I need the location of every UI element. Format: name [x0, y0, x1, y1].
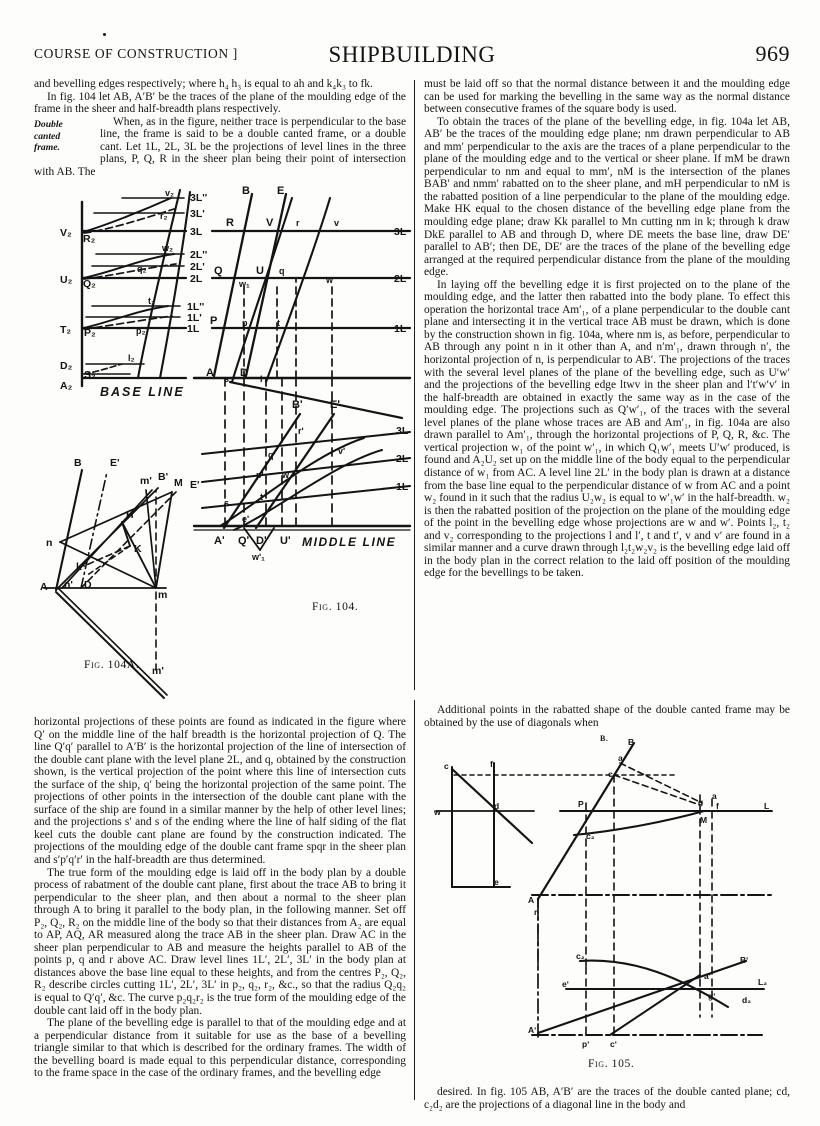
label-105-a2: a — [712, 791, 717, 801]
label-2L: 2L — [190, 273, 203, 285]
middle-line-caption: MIDDLE LINE — [302, 535, 397, 549]
label-p: p — [242, 318, 248, 328]
label-Bp: Bʹ — [292, 399, 303, 411]
label-R: R — [226, 217, 234, 229]
paragraph-text: When, as in the figure, neither trace is perpendicular to the base line, the frame is said to be a double canted frame, or a double cant. Let 1L, 2L, 3L be the projections of level lines in the three plans, P, Q, R in the sheer plan being their point of intersection with AB. The — [34, 115, 406, 178]
label-105-c2c: c₂ — [576, 951, 585, 961]
label-Ap: Aʹ — [214, 535, 225, 547]
paragraph: must be laid off so that the normal distance between it and the moulding edge can be used for marking the bevelling in the same way as the normal distance between consecutive frames of the square body is used. — [424, 78, 790, 116]
label-105-A: A — [528, 895, 535, 905]
label-104a-Ep1: Eʹ — [110, 457, 120, 469]
label-105-c2b: c₂ — [586, 831, 595, 841]
marginal-note-line-1: Double — [34, 119, 63, 130]
label-qp: qʹ — [268, 450, 276, 460]
text-column-right-top — [424, 78, 790, 580]
label-1L-2: 1Lʹʹ — [187, 301, 205, 313]
label-105-w: w — [434, 807, 441, 817]
paragraph-continuation — [34, 1086, 406, 1099]
signature-mark: B. — [600, 734, 609, 743]
base-line-caption: BASE LINE — [100, 385, 185, 399]
label-1L: 1L — [187, 323, 200, 335]
label-105-gp: gʹ — [708, 991, 716, 1001]
label-105-c2: c — [608, 769, 613, 779]
label-sheer-3L: 3L — [394, 226, 407, 238]
label-2L-1: 2Lʹ — [190, 261, 205, 273]
label-S2: S₂ — [84, 369, 96, 381]
label-A: A — [206, 367, 214, 379]
paragraph: desired. In fig. 105 AB, A′B′ are the traces of the double canted plane; cd, c₂d₂ are the projections of a diagonal line in the body and — [424, 1086, 790, 1111]
label-sp: s — [224, 498, 230, 508]
label-104a-n: n — [46, 537, 53, 549]
label-D: D — [240, 367, 248, 379]
label-105-f2: f — [716, 801, 719, 811]
label-105-c: c — [444, 761, 449, 771]
label-hb-2L: 2L — [396, 453, 409, 465]
label-q: q — [279, 266, 285, 276]
label-wp: w — [282, 470, 290, 480]
label-104a-Bp: Bʹ — [158, 471, 169, 483]
paragraph: and bevelling edges respectively; where h₄ h₃ is equal to ah and k₄k₃ to fk. — [34, 78, 373, 90]
paragraph: The plane of the bevelling edge is parallel to that of the moulding edge and at a perpendicular distance from it suitable for use as the base of a bevelling triangle similar to that which is described for the ordinary frames. The width of the bevelling board is made equal to this perpendicular distance, corresponding to the frame space in the case of the ordinary frames, and the bevelling edge — [34, 1017, 406, 1080]
label-104a-k: k — [76, 561, 82, 573]
paragraph: The true form of the moulding edge is laid off in the body plan by a double process of rabatment of the double cant plane, first about the trace AB to bring it perpendicular to the sheer plan, and then about a normal to the sheer plan through A to bring it parallel to the body plan, in the following manner. Set off P₂, Q₂, R₂ on the middle line of the body so that their distances from A₂ are equal to AP, AQ, AR measured along the trace AB in the sheer plan. Draw AC in the sheer plan perpendicular to AB and measure the heights parallel to AB of the points p, q and r above AC. Draw level lines 1L′, 2L′, 3L′ in the body plan at distances above the base line equal to these heights, and from the centres P₂, Q₂, R₂ describe circles cutting 1L′, 2L′, 3L′ in p₂, q₂, r₂, &c., so that the radius Q₂q₂ is equal to Q′q′, &c. The curve p₂q₂r₂ is the true form of the moulding edge of the double cant laid off in the body plan. — [34, 866, 406, 1017]
label-sheer-1L: 1L — [394, 323, 407, 335]
label-105-pp: pʹ — [582, 1039, 590, 1049]
label-q2: q₂ — [137, 264, 147, 274]
figure-105 — [428, 735, 790, 1080]
label-105-B: B — [628, 737, 635, 747]
marginal-note-line-2: canted — [34, 130, 61, 142]
label-104a-m: m — [158, 589, 168, 601]
label-l2: l₂ — [128, 353, 135, 363]
label-104a-mp: mʹ — [140, 475, 152, 487]
label-104a-K: K — [134, 543, 142, 555]
label-l: l — [260, 374, 263, 384]
label-Q2: Q₂ — [83, 278, 96, 290]
label-v2: v₂ — [165, 188, 175, 198]
text-column-left-footer — [34, 1086, 406, 1099]
label-w1: w₁ — [239, 279, 250, 289]
label-V: V — [266, 217, 274, 229]
text-column-right-footer — [424, 1086, 790, 1111]
label-A2: A₂ — [60, 380, 73, 392]
label-R2: R₂ — [83, 233, 96, 245]
marginal-note-line-3: frame. — [34, 142, 60, 154]
label-t: t — [277, 318, 280, 328]
label-U: U — [256, 265, 264, 277]
label-105-g: g — [698, 797, 704, 807]
label-hb-3L: 3L — [396, 425, 409, 437]
label-w2: w₂ — [162, 243, 173, 253]
label-104a-H: H — [126, 509, 134, 521]
label-vp: vʹ — [338, 446, 346, 456]
label-rp: rʹ — [298, 426, 304, 436]
label-104a-mp2: mʹ — [152, 665, 164, 677]
label-105-tick: r — [534, 907, 538, 917]
page-number: 969 — [755, 41, 790, 66]
label-p2: p₂ — [136, 326, 146, 336]
paragraph: To obtain the traces of the plane of the bevelling edge, in fig. 104a let AB, AB′ be the traces of the moulding edge plane; nm drawn perpendicular to AB and mm′ perpendicular to the axis are the traces of a plane perpendicular to the plane of the moulding edge and to the vertical or sheer plane. If mM be drawn perpendicular to nm and equal to mm′, nM is the intersection of the planes BAB′ and nmm′ rabatted on to the sheer plane, and mH perpendicular to nM is the rabatted position of a line perpendicular to the plane of the moulding edge. Make HK equal to the chosen distance of the bevelling edge plane from the moulding edge plane; draw Kk parallel to Mn cutting nm in k; through k draw DkE parallel to AB and through D, where DE meets the base line, draw DE′ parallel to AB′; then DE, DE′ are the traces of the plane of the bevelling edge arranged at the required perpendicular distance from the plane of the moulding edge. — [424, 115, 790, 279]
label-v: v — [334, 218, 340, 228]
label-105-ap: aʹ — [704, 971, 711, 981]
label-P2: P₂ — [84, 327, 96, 339]
running-head — [34, 42, 790, 68]
text-column-left-bottom — [34, 716, 406, 1080]
label-105-P: P — [578, 799, 584, 809]
label-Up: Uʹ — [280, 535, 291, 547]
text-column-right-mid — [424, 704, 790, 729]
figure-104a-caption: Fig. 104A. — [84, 658, 140, 671]
label-1L-1: 1Lʹ — [187, 312, 202, 324]
label-r: r — [296, 218, 300, 228]
label-105-a: a — [618, 753, 623, 763]
label-104a-B: B — [74, 457, 82, 469]
figure-105-caption: Fig. 105. — [588, 1057, 635, 1070]
label-105-d: d — [494, 801, 500, 811]
label-105-M: M — [700, 815, 708, 825]
label-V2: V₂ — [60, 227, 72, 239]
paragraph: Additional points in the rabatted shape of the double canted frame may be obtained by the use of diagonals when — [424, 704, 790, 729]
label-104a-np: nʹ — [64, 579, 73, 591]
label-r2: r₂ — [160, 211, 168, 221]
label-E: E — [277, 185, 285, 197]
label-105-L2: L₂ — [758, 977, 767, 987]
label-wp1: wʹ₁ — [252, 552, 265, 562]
label-P: P — [210, 315, 218, 327]
running-head-left: COURSE OF CONSTRUCTION ] — [34, 46, 238, 61]
figure-104-caption: Fig. 104. — [312, 600, 359, 613]
paragraph: In fig. 104 let AB, A′B′ be the traces of the plane of the moulding edge of the frame in the sheer and half-breadth plans respectively. — [34, 90, 406, 116]
label-104a-A: A — [40, 581, 48, 593]
label-T2: T₂ — [60, 324, 72, 336]
paragraph: In laying off the bevelling edge it is first projected on to the plane of the moulding edge, and the latter then rabatted into the body plane. To effect this operation the horizontal trace Am′₁, of a plane perpendicular to the double cant plane and intersecting it in the vertical trace AB must be drawn, which is done by the construction shown in fig. 104a, where nm is, as before, perpendicular to AB through any point n in it other than A, and n′m′₁, drawn through n′, the horizontal projection of n, is perpendicular to AB′. The projections of the traces with the several level planes of the plane of the bevelling edge, such as U′w′ and the projections of the bevelling edge ltwv in the sheer plan and l′t′w′v′ in the half-breadth are obtained in exactly the same way as in the case of the moulding edge. The projections such as Q′w′₁, of the traces with the several level planes of the plane whose traces are AB and Am′₁, in fig. 104a are also drawn parallel to Am′₁, through the horizontal projections of P, Q, R, &c. The vertical projection w₁ of the point w′₁, in which Q₁w′₁ meets U′w′ produced, is found and A₂U₂ set up on the middle line of the body equal to the perpendicular distance of w₁ from AC. A level line 2L′ in the body plan is drawn at a distance from the base line equal to the perpendicular distance of w from AC and a point w₂ found in it such that the radius U₂w₂ is equal to w′₁w′ in the half-breadth. w₂ is then the rabatted position of the projection on the plane of the moulding edge of the point in the bevelling edge whose projections are w and w′. Points l₂, t₂ and v₂ corresponding to the projections l and l′, t and t′, v and v′ are found in a similar manner and a curve drawn through l₂t₂w₂v₂ is the bevelling edge laid off in the body plan in the correct relation to the laid off position of the moulding edge for the bevellings to be taken. — [424, 278, 790, 580]
label-2L-2: 2Lʹʹ — [190, 249, 208, 261]
label-3L: 3L — [190, 226, 203, 238]
column-divider-top — [414, 80, 415, 690]
label-tp: t — [260, 492, 263, 502]
label-lp: eʹ — [242, 514, 250, 524]
label-s: s — [224, 374, 230, 384]
label-U2: U₂ — [60, 274, 73, 286]
label-hb-1L: 1L — [396, 481, 409, 493]
label-w: w — [326, 275, 334, 285]
label-B: B — [242, 185, 250, 197]
label-104a-D: D — [84, 579, 92, 591]
paragraph: horizontal projections of these points are found as indicated in the figure where Q′ on the middle line of the half breadth is the horizontal projection of Q. The line Q′q′ parallel to A′B′ is the horizontal projection of the line of intersection of the double cant plane with the level plane 2L, and q, obtained by the construction shown, is the vertical projection of the point where this line of intersection cuts the surface of the ship, q′ being the horizontal projection of the same point. The projections of other points in the intersection of the double cant plane with the surface of the ship are found in a similar manner by the help of other level lines; and the projections s′ and s of the ending where the line of half siding of the flat keel cuts the double cant plane are found by the construction indicated. The projections of the moulding edge of the double cant frame spqr in the sheer plan and s′p′q′r′ in the half-breadth are thus determined. — [34, 716, 406, 867]
page-title: SHIPBUILDING — [328, 42, 496, 67]
label-Ep: Eʹ — [330, 399, 340, 411]
label-sheer-2L: 2L — [394, 273, 407, 285]
label-105-e: e — [494, 877, 499, 887]
figure-104a — [34, 430, 254, 695]
marginal-note — [34, 119, 92, 154]
label-pp: pʹ — [256, 470, 264, 480]
ink-speck — [103, 33, 106, 36]
label-3L-1: 3Lʹ — [190, 208, 205, 220]
label-105-d2: d₂ — [742, 995, 751, 1005]
label-105-cp: cʹ — [610, 1039, 617, 1049]
label-104a-Ep2: Eʹ — [190, 479, 200, 491]
label-105-f: f — [490, 759, 493, 769]
label-D2: D₂ — [60, 360, 73, 372]
label-105-Apr: Aʹ — [528, 1025, 537, 1035]
label-105-Bp: Bʹ — [740, 955, 749, 965]
label-104a-M: M — [174, 477, 183, 489]
label-105-L: L — [764, 801, 770, 811]
label-3L-2: 3Lʹʹ — [190, 192, 208, 204]
label-t2: t₂ — [148, 296, 155, 306]
column-divider-bottom — [414, 700, 415, 1100]
label-Qp: Qʹ — [238, 535, 250, 547]
label-105-ep: eʹ — [562, 979, 569, 989]
label-Q: Q — [214, 265, 223, 277]
label-Dp: Dʹ — [256, 535, 267, 547]
